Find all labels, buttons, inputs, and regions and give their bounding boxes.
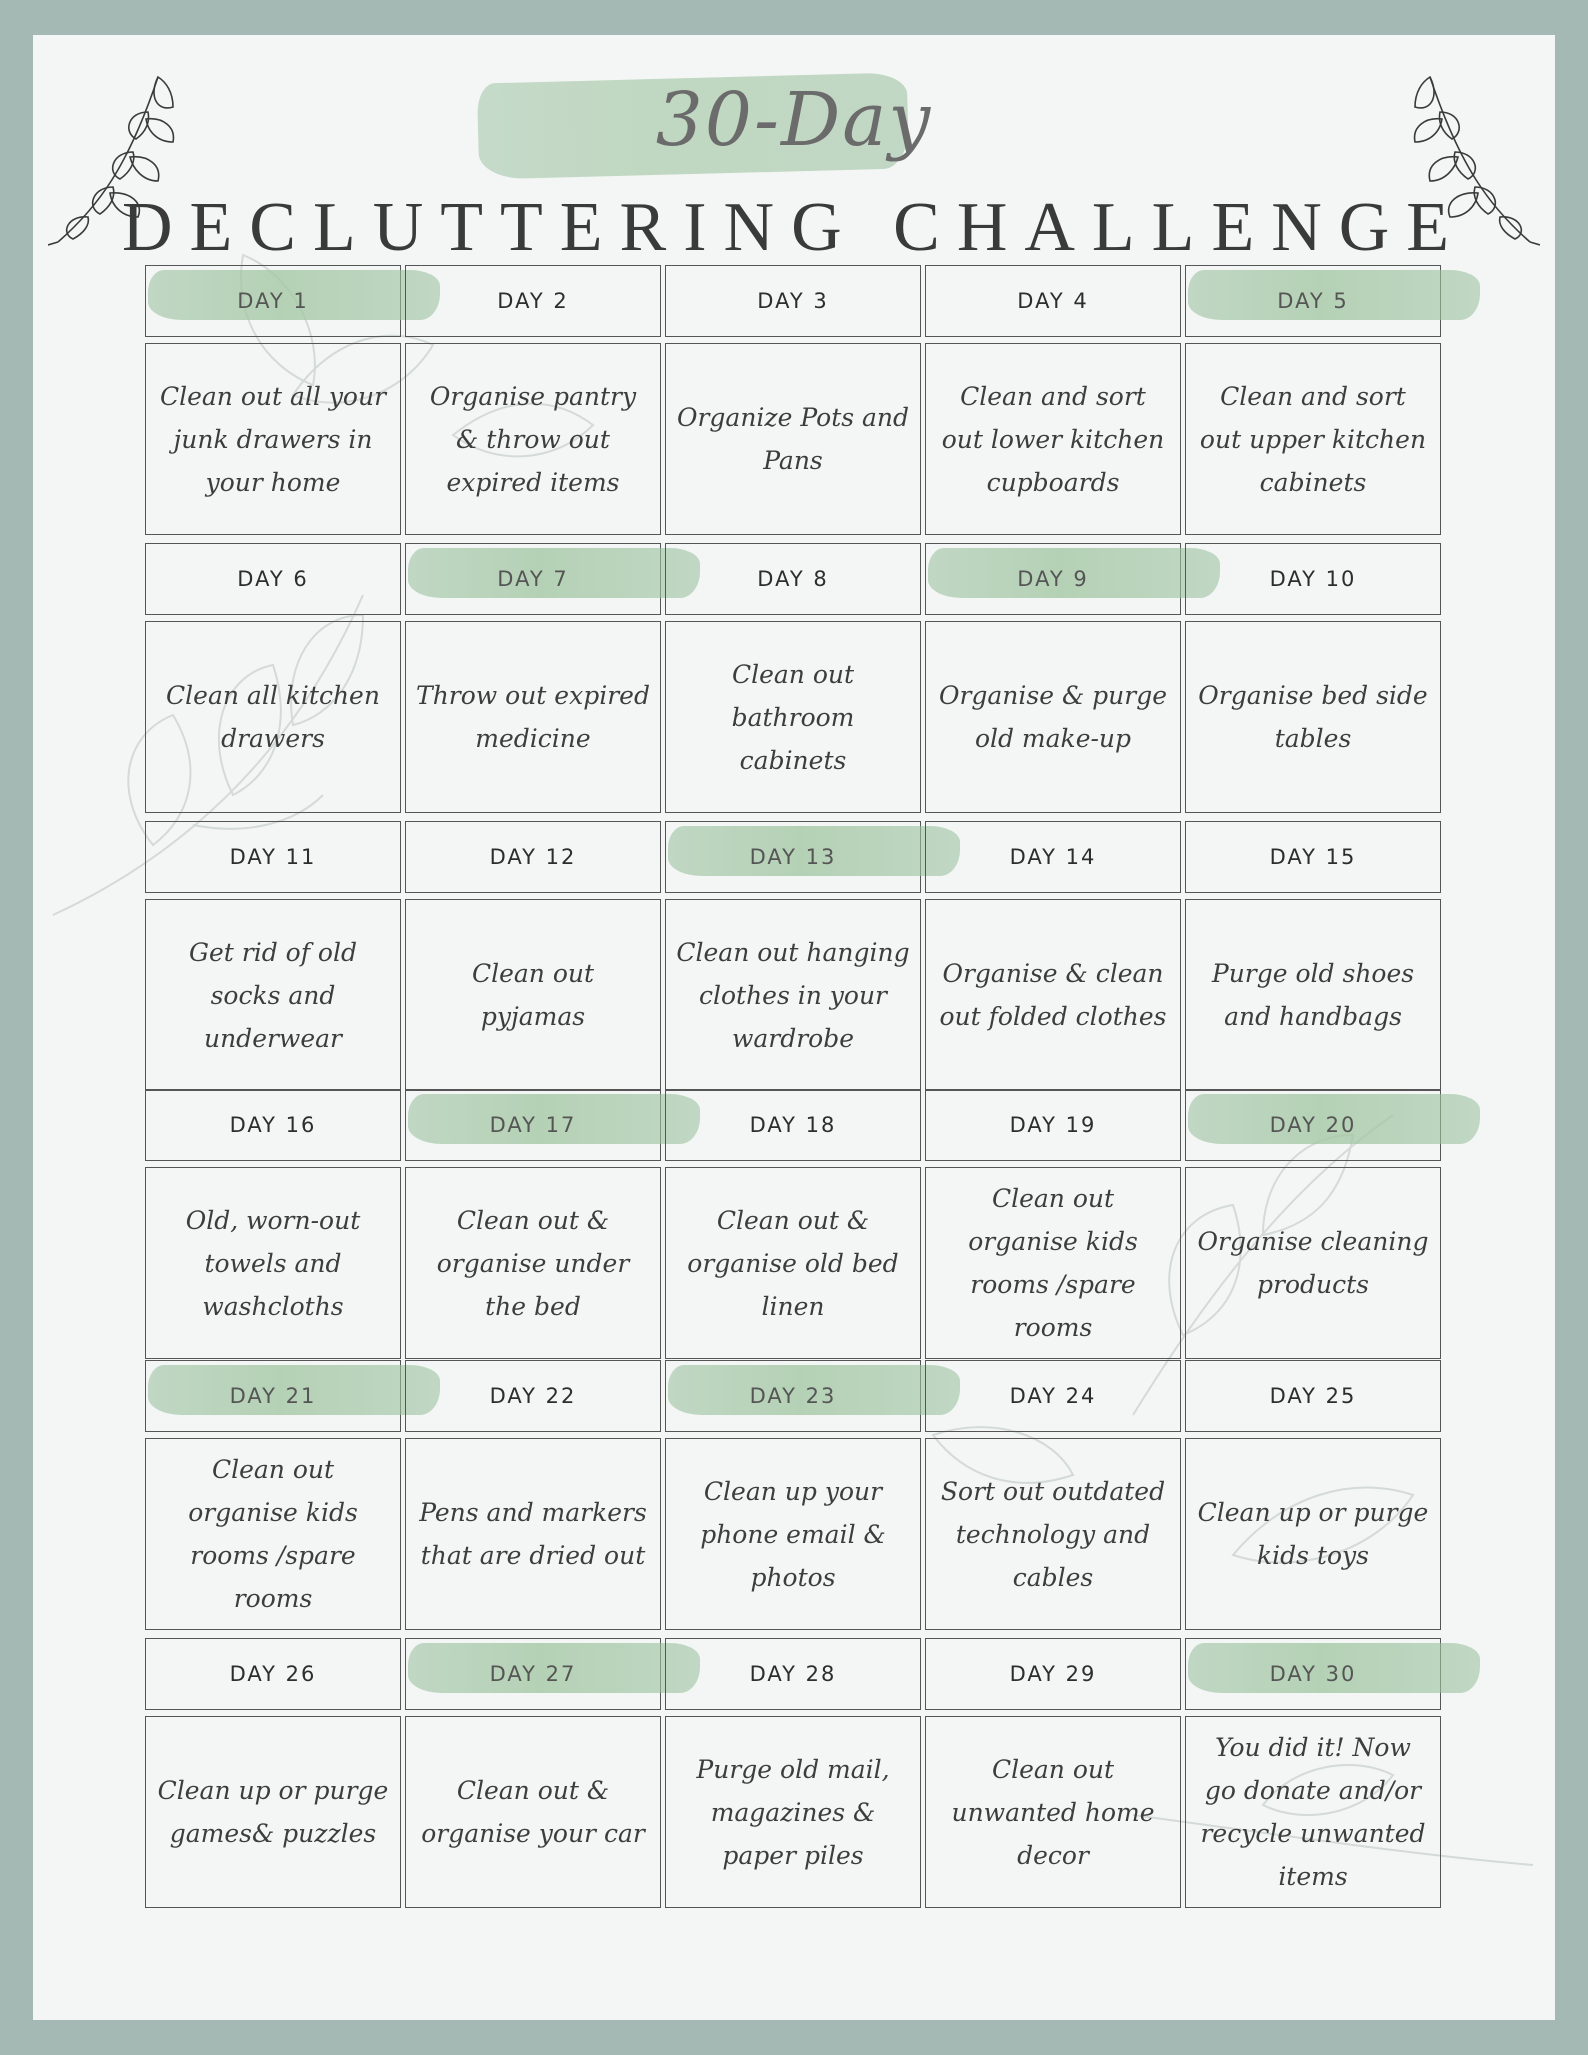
day-task-text: Clean out organise kids rooms /spare rooms	[188, 1455, 358, 1613]
page-title: DECLUTTERING CHALLENGE	[121, 189, 1467, 266]
day-task-text: Clean out & organise your car	[421, 1776, 645, 1848]
day-label: DAY 29	[1009, 1662, 1097, 1686]
day-task-text: Pens and markers that are dried out	[419, 1498, 647, 1570]
day-header	[665, 1638, 921, 1710]
day-task-text: Old, worn-out towels and washcloths	[185, 1205, 361, 1321]
day-task-cell	[145, 621, 401, 813]
day-task-cell	[145, 1716, 401, 1908]
title-block	[33, 35, 1555, 265]
day-label: DAY 21	[229, 1384, 317, 1408]
day-label: DAY 10	[1269, 567, 1357, 591]
day-task-text: Organise bed side tables	[1198, 681, 1428, 753]
day-header	[405, 1638, 661, 1710]
day-header	[145, 1089, 401, 1161]
day-header	[665, 265, 921, 337]
day-header	[925, 1638, 1181, 1710]
day-task-cell	[145, 1438, 401, 1630]
day-header	[405, 1360, 661, 1432]
day-task-text: Clean all kitchen drawers	[166, 681, 380, 753]
day-label: DAY 30	[1269, 1662, 1357, 1686]
day-label: DAY 2	[497, 289, 569, 313]
day-label: DAY 26	[229, 1662, 317, 1686]
day-header	[405, 543, 661, 615]
day-header	[665, 543, 921, 615]
day-task-cell	[145, 343, 401, 535]
day-task-cell	[665, 621, 921, 813]
leaf-sprig-icon	[1380, 57, 1540, 257]
day-task-text: Organise & clean out folded clothes	[939, 959, 1167, 1031]
day-task-text: Clean out bathroom cabinets	[731, 659, 855, 775]
day-task-text: Clean out unwanted home decor	[951, 1754, 1155, 1870]
day-task-text: Clean up or purge games& puzzles	[157, 1776, 389, 1848]
day-task-cell	[1185, 343, 1441, 535]
day-task-cell	[665, 343, 921, 535]
day-task-text: Sort out outdated technology and cables	[940, 1476, 1166, 1592]
day-task-cell	[1185, 899, 1441, 1091]
day-task-text: Organise & purge old make-up	[938, 681, 1168, 753]
day-task-cell	[925, 343, 1181, 535]
day-task-text: Organize Pots and Pans	[676, 403, 910, 475]
day-header	[925, 821, 1181, 893]
day-task-cell	[1185, 1438, 1441, 1630]
day-label: DAY 17	[489, 1113, 577, 1137]
day-header	[405, 821, 661, 893]
title-script: 30-Day	[655, 77, 933, 163]
day-label: DAY 11	[229, 845, 317, 869]
day-header	[925, 543, 1181, 615]
day-label: DAY 18	[749, 1113, 837, 1137]
day-header	[665, 1089, 921, 1161]
day-label: DAY 13	[749, 845, 837, 869]
day-header	[405, 265, 661, 337]
day-header	[145, 1638, 401, 1710]
printable-page	[33, 35, 1555, 2020]
day-label: DAY 5	[1277, 289, 1349, 313]
day-label: DAY 24	[1009, 1384, 1097, 1408]
day-header	[665, 821, 921, 893]
day-task-cell	[405, 1438, 661, 1630]
day-task-cell	[665, 1716, 921, 1908]
day-task-text: Clean and sort out upper kitchen cabinets	[1199, 381, 1427, 497]
day-label: DAY 25	[1269, 1384, 1357, 1408]
day-task-text: Purge old mail, magazines & paper piles	[696, 1754, 890, 1870]
day-header	[925, 1089, 1181, 1161]
day-label: DAY 22	[489, 1384, 577, 1408]
day-task-cell	[405, 1716, 661, 1908]
day-task-cell	[1185, 1716, 1441, 1908]
day-task-cell	[925, 1167, 1181, 1359]
day-label: DAY 28	[749, 1662, 837, 1686]
day-header	[925, 265, 1181, 337]
day-task-cell	[145, 899, 401, 1091]
day-header	[1185, 1638, 1441, 1710]
day-label: DAY 19	[1009, 1113, 1097, 1137]
day-label: DAY 1	[237, 289, 309, 313]
day-task-cell	[925, 899, 1181, 1091]
day-header	[405, 1089, 661, 1161]
day-task-cell	[145, 1167, 401, 1359]
day-task-text: Clean out organise kids rooms /spare rooms	[968, 1184, 1138, 1342]
day-task-cell	[405, 1167, 661, 1359]
day-task-text: Clean up your phone email & photos	[700, 1476, 886, 1592]
day-label: DAY 6	[237, 567, 309, 591]
day-label: DAY 9	[1017, 567, 1089, 591]
day-task-text: Throw out expired medicine	[416, 681, 650, 753]
day-task-text: Clean and sort out lower kitchen cupboards	[941, 381, 1165, 497]
day-label: DAY 3	[757, 289, 829, 313]
day-task-text: Clean up or purge kids toys	[1197, 1498, 1429, 1570]
day-task-cell	[1185, 621, 1441, 813]
day-task-cell	[405, 899, 661, 1091]
day-task-cell	[925, 621, 1181, 813]
day-label: DAY 7	[497, 567, 569, 591]
day-label: DAY 15	[1269, 845, 1357, 869]
day-label: DAY 8	[757, 567, 829, 591]
day-task-cell	[665, 1167, 921, 1359]
day-task-cell	[405, 621, 661, 813]
day-task-cell	[925, 1438, 1181, 1630]
day-header	[1185, 543, 1441, 615]
day-task-text: Clean out all your junk drawers in your home	[159, 381, 387, 497]
day-header	[1185, 821, 1441, 893]
day-task-cell	[1185, 1167, 1441, 1359]
day-label: DAY 14	[1009, 845, 1097, 869]
day-header	[145, 821, 401, 893]
day-header	[665, 1360, 921, 1432]
day-task-text: You did it! Now go donate and/or recycle unwanted items	[1200, 1733, 1426, 1891]
day-task-text: Clean out & organise old bed linen	[687, 1205, 899, 1321]
day-task-cell	[405, 343, 661, 535]
day-task-text: Get rid of old socks and underwear	[189, 937, 357, 1053]
day-header	[145, 1360, 401, 1432]
day-header	[925, 1360, 1181, 1432]
day-task-text: Purge old shoes and handbags	[1211, 959, 1415, 1031]
day-task-text: Organise pantry & throw out expired items	[429, 381, 637, 497]
day-task-text: Organise cleaning products	[1197, 1227, 1429, 1299]
day-header	[145, 265, 401, 337]
day-label: DAY 12	[489, 845, 577, 869]
day-header	[1185, 1360, 1441, 1432]
day-task-cell	[665, 1438, 921, 1630]
day-label: DAY 16	[229, 1113, 317, 1137]
day-task-text: Clean out & organise under the bed	[436, 1205, 630, 1321]
day-task-text: Clean out hanging clothes in your wardrobe	[676, 937, 910, 1053]
leaf-sprig-icon	[48, 57, 208, 257]
day-header	[1185, 265, 1441, 337]
day-label: DAY 20	[1269, 1113, 1357, 1137]
day-label: DAY 23	[749, 1384, 837, 1408]
day-label: DAY 27	[489, 1662, 577, 1686]
day-task-cell	[665, 899, 921, 1091]
day-task-text: Clean out pyjamas	[471, 959, 595, 1031]
day-task-cell	[925, 1716, 1181, 1908]
day-header	[1185, 1089, 1441, 1161]
day-label: DAY 4	[1017, 289, 1089, 313]
day-header	[145, 543, 401, 615]
